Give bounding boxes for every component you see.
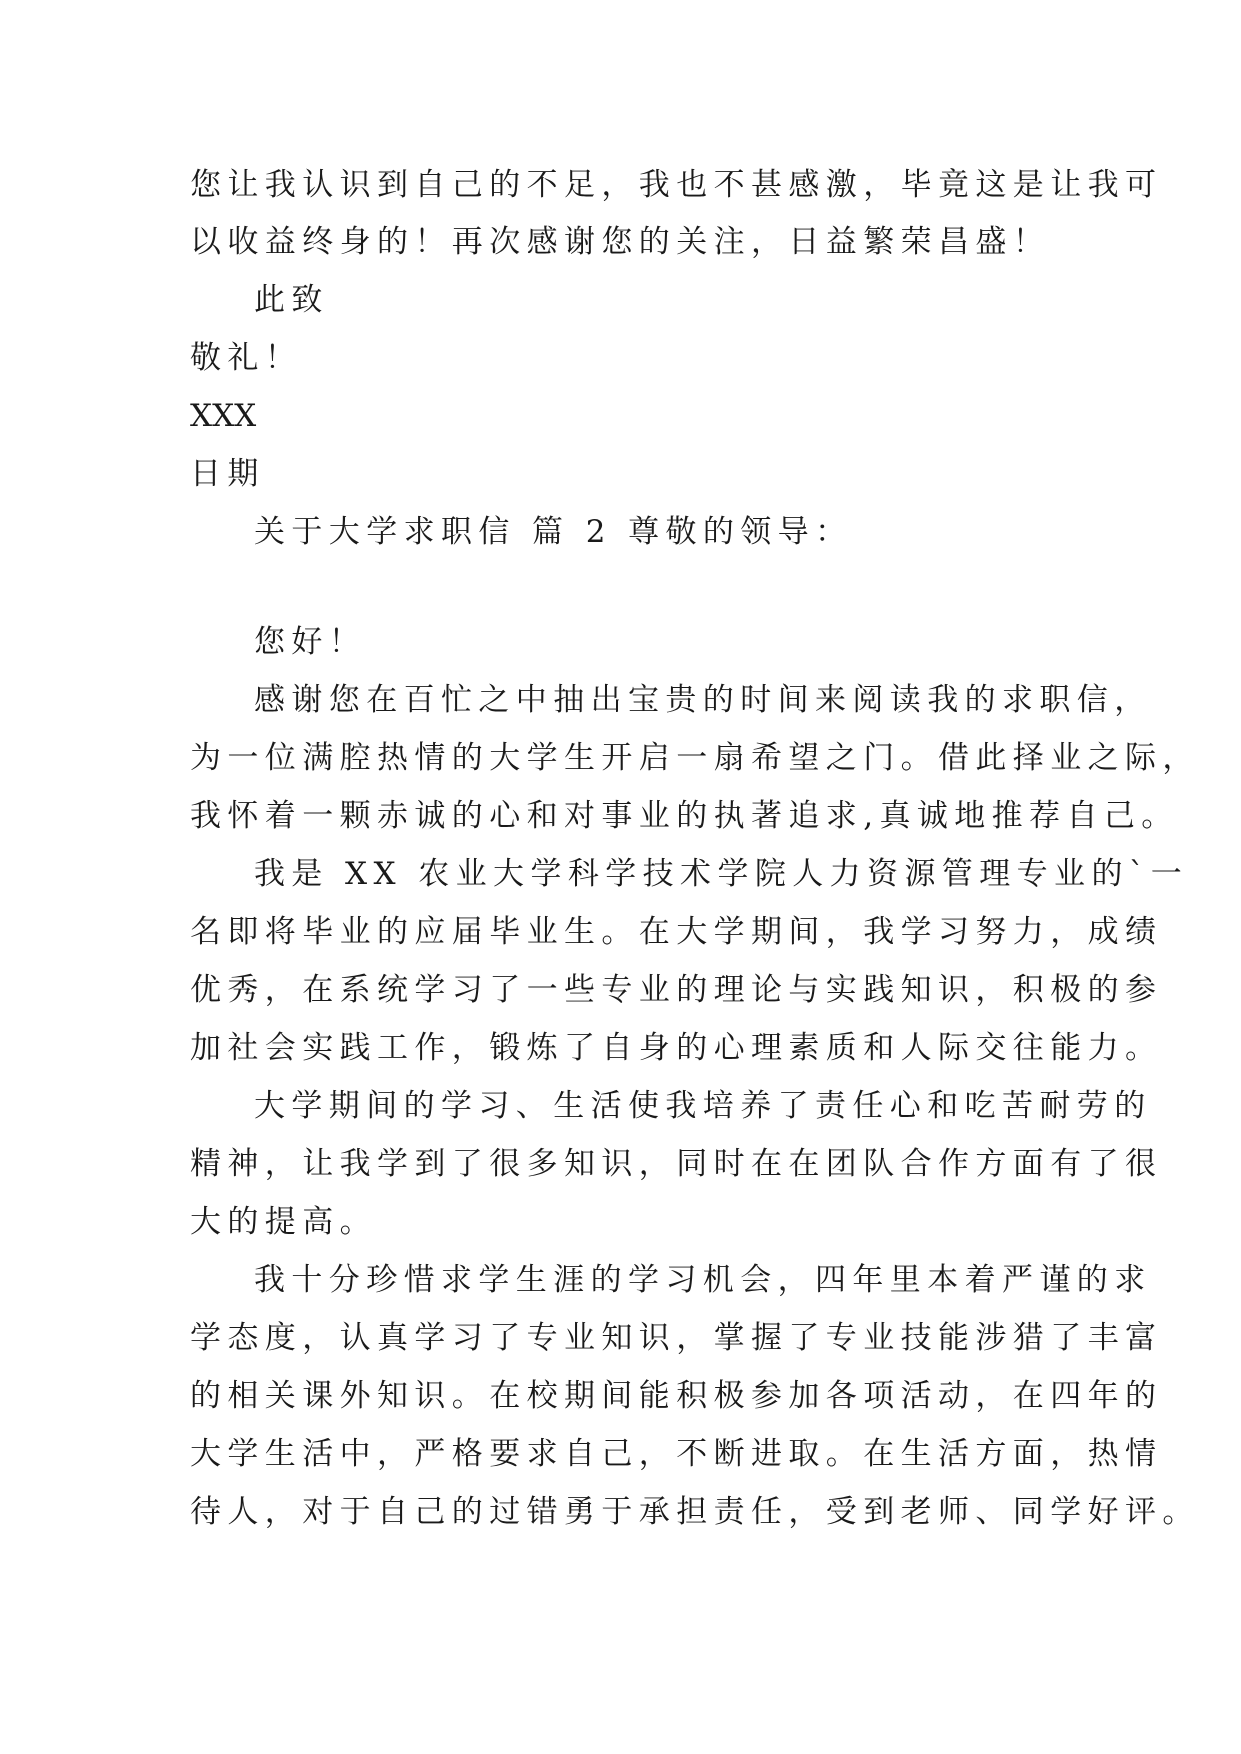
signature-name: XXX — [190, 398, 257, 434]
section-heading: 关于大学求职信 篇 2 尊敬的领导： — [254, 514, 853, 550]
paragraph-line: 名即将毕业的应届毕业生。在大学期间，我学习努力，成绩 — [190, 914, 1163, 950]
paragraph-line: 大的提高。 — [190, 1204, 377, 1240]
paragraph-line: 精神，让我学到了很多知识，同时在在团队合作方面有了很 — [190, 1146, 1163, 1182]
paragraph-line: 大学期间的学习、生活使我培养了责任心和吃苦耐劳的 — [254, 1088, 1152, 1124]
paragraph-line: 我怀着一颗赤诚的心和对事业的执著追求,真诚地推荐自己。 — [190, 798, 1179, 834]
paragraph-line: 优秀，在系统学习了一些专业的理论与实践知识，积极的参 — [190, 972, 1163, 1008]
paragraph-line: 我是 XX 农业大学科学技术学院人力资源管理专业的`一 — [254, 856, 1189, 892]
paragraph-line: 大学生活中，严格要求自己，不断进取。在生活方面，热情 — [190, 1436, 1163, 1472]
signature-date: 日期 — [190, 456, 265, 492]
paragraph-line: 学态度，认真学习了专业知识，掌握了专业技能涉猎了丰富 — [190, 1320, 1163, 1356]
paragraph-line: 待人，对于自己的过错勇于承担责任，受到老师、同学好评。 — [190, 1494, 1200, 1530]
paragraph-line: 您让我认识到自己的不足，我也不甚感激，毕竟这是让我可 — [190, 167, 1163, 203]
greeting: 您好！ — [254, 624, 367, 660]
paragraph-line: 以收益终身的！再次感谢您的关注，日益繁荣昌盛！ — [190, 224, 1051, 260]
paragraph-line: 我十分珍惜求学生涯的学习机会，四年里本着严谨的求 — [254, 1262, 1152, 1298]
paragraph-line: 感谢您在百忙之中抽出宝贵的时间来阅读我的求职信， — [254, 682, 1152, 718]
paragraph-line: 为一位满腔热情的大学生开启一扇希望之门。借此择业之际， — [190, 740, 1200, 776]
paragraph-line: 的相关课外知识。在校期间能积极参加各项活动，在四年的 — [190, 1378, 1163, 1414]
closing-salutation: 此致 — [254, 282, 329, 318]
closing-regards: 敬礼！ — [190, 340, 303, 376]
paragraph-line: 加社会实践工作，锻炼了自身的心理素质和人际交往能力。 — [190, 1030, 1163, 1066]
